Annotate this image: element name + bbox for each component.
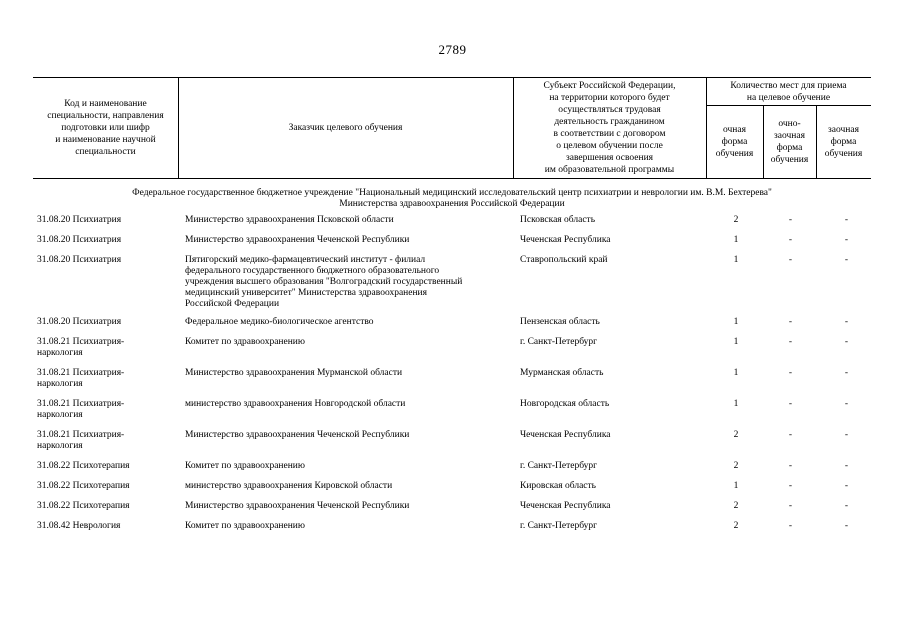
full-time-cell: 1: [733, 235, 739, 245]
specialty-cell: 31.08.21 Психиатрия- наркология: [37, 399, 125, 420]
correspondence-cell: -: [844, 481, 849, 491]
header-divider: [706, 105, 871, 106]
table-row: [33, 255, 871, 310]
table-row: [33, 481, 871, 492]
full-time-cell: 2: [733, 461, 739, 471]
table-row: [33, 337, 871, 359]
specialty-cell: 31.08.21 Психиатрия- наркология: [37, 368, 125, 389]
table-row: [33, 215, 871, 226]
customer-cell: Комитет по здравоохранению: [185, 337, 305, 347]
header-correspondence: заочная форма обучения: [824, 125, 863, 159]
correspondence-cell: -: [844, 337, 849, 347]
part-time-cell: -: [788, 255, 793, 265]
region-cell: Чеченская Республика: [520, 501, 611, 511]
part-time-cell: -: [788, 481, 793, 491]
full-time-cell: 2: [733, 430, 739, 440]
customer-cell: Комитет по здравоохранению: [185, 521, 305, 531]
correspondence-cell: -: [844, 255, 849, 265]
table-row: [33, 368, 871, 390]
customer-cell: Министерство здравоохранения Псковской области: [185, 215, 394, 225]
specialty-cell: 31.08.20 Психиатрия: [37, 255, 122, 265]
full-time-cell: 1: [733, 317, 739, 327]
region-cell: Мурманская область: [520, 368, 604, 378]
full-time-cell: 1: [733, 255, 739, 265]
specialty-cell: 31.08.22 Психотерапия: [37, 501, 130, 511]
table-header: [33, 77, 871, 179]
full-time-cell: 2: [733, 501, 739, 511]
customer-cell: Пятигорский медико-фармацевтический институт - филиал федерального государственного бюджетного образовательного учреждения высшего образования "Волгоградский государственный медицинский университет" Министерства здравоохранения Российской Федерации: [185, 255, 463, 309]
region-cell: Кировская область: [520, 481, 597, 491]
region-cell: Пензенская область: [520, 317, 600, 327]
header-part-time: очно- заочная форма обучения: [770, 119, 809, 165]
region-cell: г. Санкт-Петербург: [520, 461, 598, 471]
table-row: [33, 521, 871, 532]
header-divider: [706, 78, 707, 178]
full-time-cell: 1: [733, 399, 739, 409]
region-cell: Чеченская Республика: [520, 430, 611, 440]
table-row: [33, 399, 871, 421]
region-cell: г. Санкт-Петербург: [520, 521, 598, 531]
specialty-cell: 31.08.20 Психиатрия: [37, 317, 122, 327]
region-cell: г. Санкт-Петербург: [520, 337, 598, 347]
specialty-cell: 31.08.20 Психиатрия: [37, 235, 122, 245]
header-divider: [178, 78, 179, 178]
organization-title: Федеральное государственное бюджетное учреждение "Национальный медицинский исследовательский центр психиатрии и неврологии им. В.М. Бехтерева" Министерства здравоохранения Российской Федерации: [132, 188, 772, 209]
part-time-cell: -: [788, 337, 793, 347]
region-cell: Ставропольский край: [520, 255, 608, 265]
customer-cell: Министерство здравоохранения Мурманской области: [185, 368, 403, 378]
correspondence-cell: -: [844, 399, 849, 409]
table-row: [33, 430, 871, 452]
part-time-cell: -: [788, 430, 793, 440]
customer-cell: министерство здравоохранения Кировской области: [185, 481, 393, 491]
admission-table: [33, 77, 871, 541]
table-row: [33, 317, 871, 328]
customer-cell: Федеральное медико-биологическое агентство: [185, 317, 374, 327]
customer-cell: Министерство здравоохранения Чеченской Республики: [185, 501, 410, 511]
full-time-cell: 2: [733, 521, 739, 531]
table-row: [33, 461, 871, 472]
correspondence-cell: -: [844, 317, 849, 327]
part-time-cell: -: [788, 215, 793, 225]
correspondence-cell: -: [844, 501, 849, 511]
region-cell: Новгородская область: [520, 399, 610, 409]
customer-cell: Министерство здравоохранения Чеченской Республики: [185, 235, 410, 245]
full-time-cell: 2: [733, 215, 739, 225]
table-row: [33, 501, 871, 512]
page-number: 2789: [438, 42, 467, 57]
specialty-cell: 31.08.20 Психиатрия: [37, 215, 122, 225]
part-time-cell: -: [788, 461, 793, 471]
full-time-cell: 1: [733, 337, 739, 347]
header-region: Субъект Российской Федерации, на территории которого будет осуществляться трудовая деятельность гражданином в соответствии с договором о целевом обучении после завершения освоения им образовательной программы: [543, 81, 676, 175]
table-body: [33, 215, 871, 532]
specialty-cell: 31.08.21 Психиатрия- наркология: [37, 337, 125, 358]
correspondence-cell: -: [844, 521, 849, 531]
customer-cell: Министерство здравоохранения Чеченской Республики: [185, 430, 410, 440]
part-time-cell: -: [788, 368, 793, 378]
correspondence-cell: -: [844, 461, 849, 471]
correspondence-cell: -: [844, 368, 849, 378]
part-time-cell: -: [788, 235, 793, 245]
part-time-cell: -: [788, 317, 793, 327]
specialty-cell: 31.08.42 Неврология: [37, 521, 121, 531]
part-time-cell: -: [788, 501, 793, 511]
header-full-time: очная форма обучения: [715, 125, 754, 159]
header-divider: [816, 105, 817, 178]
region-cell: Псковская область: [520, 215, 596, 225]
specialty-cell: 31.08.22 Психотерапия: [37, 481, 130, 491]
correspondence-cell: -: [844, 215, 849, 225]
header-divider: [513, 78, 514, 178]
full-time-cell: 1: [733, 481, 739, 491]
customer-cell: Комитет по здравоохранению: [185, 461, 305, 471]
specialty-cell: 31.08.21 Психиатрия- наркология: [37, 430, 125, 451]
part-time-cell: -: [788, 399, 793, 409]
table-row: [33, 235, 871, 246]
specialty-cell: 31.08.22 Психотерапия: [37, 461, 130, 471]
correspondence-cell: -: [844, 430, 849, 440]
header-specialty: Код и наименование специальности, направления подготовки или шифр и наименование научной специальности: [47, 99, 164, 157]
customer-cell: министерство здравоохранения Новгородской области: [185, 399, 406, 409]
region-cell: Чеченская Республика: [520, 235, 611, 245]
full-time-cell: 1: [733, 368, 739, 378]
header-divider: [763, 105, 764, 178]
header-places-group: Количество мест для приема на целевое обучение: [730, 81, 847, 103]
part-time-cell: -: [788, 521, 793, 531]
header-customer: Заказчик целевого обучения: [288, 123, 403, 133]
correspondence-cell: -: [844, 235, 849, 245]
